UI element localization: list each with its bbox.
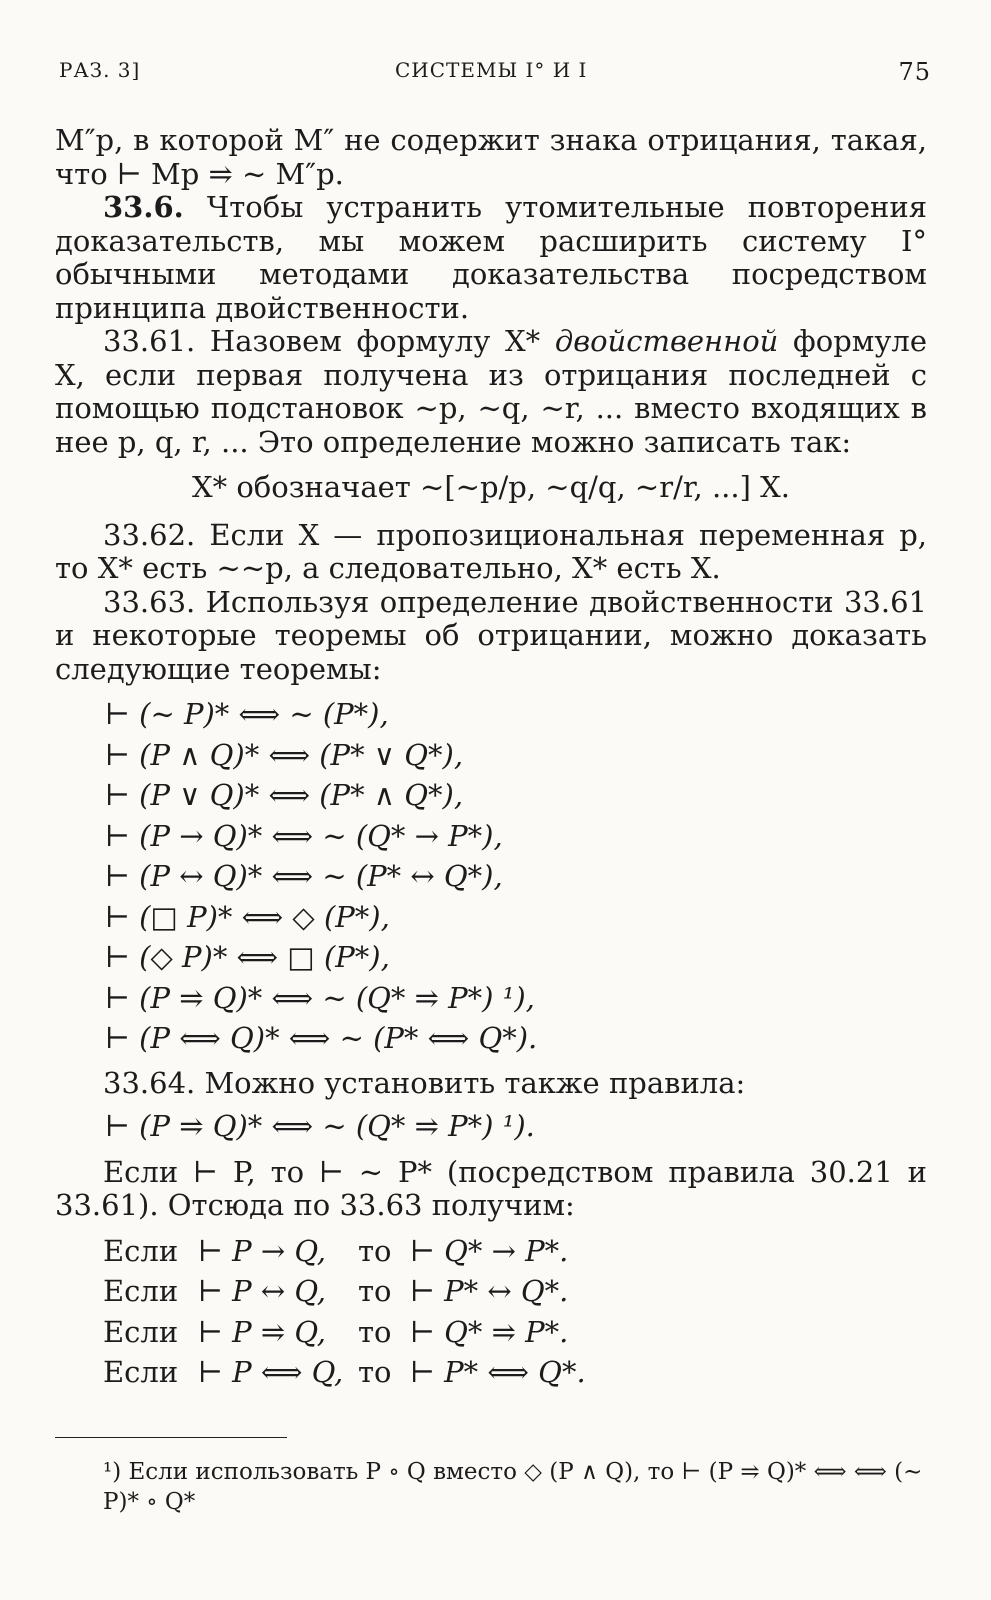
book-page bbox=[55, 0, 935, 1600]
paragraph-33-6 bbox=[55, 191, 927, 325]
rule-row bbox=[103, 1312, 927, 1353]
theorem-list bbox=[105, 694, 927, 1059]
rule-premise: ⊢ P → Q, bbox=[198, 1233, 326, 1268]
paragraph-if: Если ⊢ P, то ⊢ ∼ P* (посредством правила 30.21 и 33.61). Отсюда по 33.63 получим: bbox=[55, 1154, 927, 1222]
rule-premise: ⊢ P ↔ Q, bbox=[198, 1274, 326, 1308]
emphasis-term: двойственной bbox=[554, 324, 779, 358]
paragraph-text: 33.61. Назовем формулу X* bbox=[103, 324, 555, 358]
rule-row bbox=[103, 1231, 927, 1272]
theorem: ⊢ (P ⟺ Q)* ⟺ ∼ (P* ⟺ Q*). bbox=[105, 1021, 538, 1055]
rule-if: Если bbox=[103, 1233, 179, 1268]
paragraph-text: Чтобы устранить утомительные повторения доказательств, мы можем расширить систему I° обычными методами доказательства посредством принципа двойственности. bbox=[55, 190, 927, 325]
paragraph-text: формуле X, если первая получена из отрицания последней с помощью подстановок ∼p, ∼q, ∼r, ... вместо входящих в нее p, q, r, ... Это определение можно записать так: bbox=[55, 324, 927, 459]
formula-dual-definition: X* обозначает ∼[∼p/p, ∼q/q, ∼r/r, ...] X. bbox=[191, 470, 791, 504]
rule-conclusion: ⊢ Q* ⥤ P*. bbox=[410, 1314, 569, 1349]
theorem: ⊢ (P ⥤ Q)* ⟺ ∼ (Q* ⥤ P*) ¹), bbox=[105, 980, 535, 1015]
page-body bbox=[55, 124, 927, 1393]
rule-premise: ⊢ P ⥤ Q, bbox=[198, 1314, 326, 1349]
rule-conclusion: ⊢ P* ↔ Q*. bbox=[410, 1274, 569, 1308]
rule-then: то bbox=[358, 1233, 392, 1268]
chapter-title: СИСТЕМЫ I° И I bbox=[395, 58, 588, 82]
formula-rule-64: ⊢ (P ⥤ Q)* ⟺ ∼ (Q* ⥤ P*) ¹). bbox=[105, 1109, 535, 1143]
theorem: ⊢ (P ∧ Q)* ⟺ (P* ∨ Q*), bbox=[105, 737, 464, 772]
theorem: ⊢ (∼ P)* ⟺ ∼ (P*), bbox=[105, 697, 389, 731]
rules-list bbox=[103, 1231, 927, 1393]
rule-premise: ⊢ P ⟺ Q, bbox=[198, 1355, 344, 1389]
rule-row bbox=[103, 1352, 927, 1393]
rule-if: Если bbox=[103, 1355, 179, 1389]
running-header bbox=[55, 58, 935, 90]
rule-then: то bbox=[358, 1274, 392, 1308]
rule-then: то bbox=[358, 1355, 392, 1389]
paragraph-33-63: 33.63. Используя определение двойственности 33.61 и некоторые теоремы об отрицании, можно доказать следующие теоремы: bbox=[55, 584, 927, 686]
footnote-divider bbox=[55, 1437, 287, 1438]
section-ref: РАЗ. 3] bbox=[59, 58, 141, 82]
theorem: ⊢ (◇ P)* ⟺ □ (P*), bbox=[105, 940, 390, 974]
theorem: ⊢ (P ↔ Q)* ⟺ ∼ (P* ↔ Q*), bbox=[105, 859, 503, 893]
footnote bbox=[55, 1457, 923, 1517]
paragraph-intro: M″p, в которой M″ не содержит знака отрицания, такая, что ⊢ Mp ⥤ ∼ M″p. bbox=[55, 123, 927, 191]
rule-conclusion: ⊢ P* ⟺ Q*. bbox=[410, 1355, 586, 1389]
theorem: ⊢ (□ P)* ⟺ ◇ (P*), bbox=[105, 899, 390, 934]
rule-conclusion: ⊢ Q* → P*. bbox=[410, 1233, 569, 1268]
page-number: 75 bbox=[898, 58, 931, 86]
section-number: 33.6. bbox=[103, 190, 184, 224]
paragraph-33-62: 33.62. Если X — пропозициональная переменная p, то X* есть ∼∼p, а следовательно, X* есть X. bbox=[55, 517, 927, 585]
theorem: ⊢ (P ∨ Q)* ⟺ (P* ∧ Q*), bbox=[105, 778, 464, 812]
rule-then: то bbox=[358, 1314, 392, 1349]
rule-if: Если bbox=[103, 1314, 179, 1349]
footnote-text: ¹) Если использовать P ∘ Q вместо ◇ (P ∧ Q), то ⊢ (P ⥤ Q)* ⟺ ⟺ (∼ P)* ∘ Q* bbox=[103, 1459, 923, 1515]
paragraph-33-64: 33.64. Можно установить также правила: bbox=[103, 1065, 746, 1100]
rule-row bbox=[103, 1271, 927, 1312]
paragraph-33-61 bbox=[55, 325, 927, 459]
rule-if: Если bbox=[103, 1274, 179, 1308]
theorem: ⊢ (P → Q)* ⟺ ∼ (Q* → P*), bbox=[105, 818, 503, 853]
